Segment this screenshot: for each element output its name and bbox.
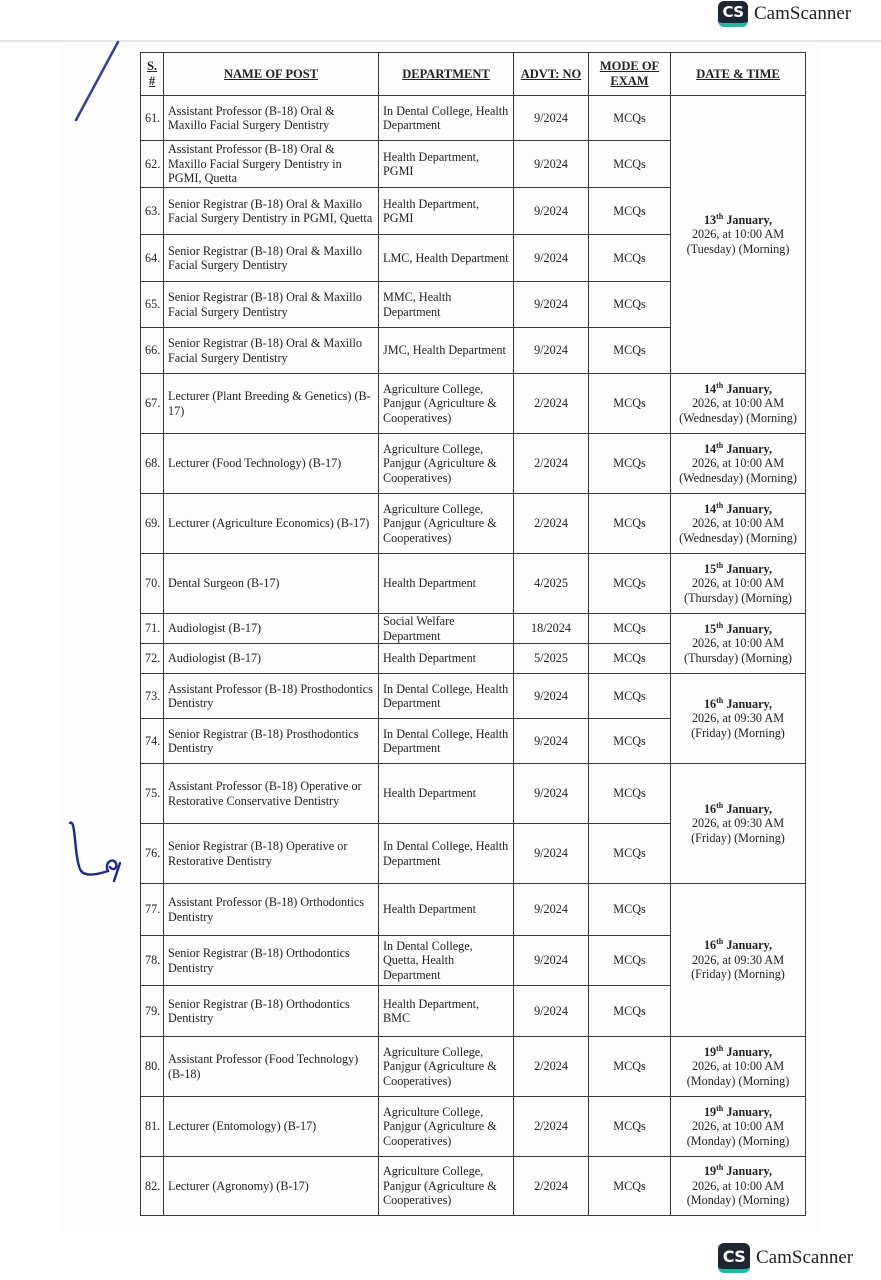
pen-stroke-mark bbox=[70, 40, 130, 130]
post-cell: Senior Registrar (B-18) Orthodontics Dentistry bbox=[164, 936, 379, 986]
mode-cell: MCQs bbox=[589, 1037, 671, 1097]
serial-cell: 61. bbox=[141, 96, 164, 141]
table-row bbox=[141, 96, 806, 141]
advt-cell: 9/2024 bbox=[514, 986, 589, 1037]
advt-cell: 2/2024 bbox=[514, 494, 589, 554]
camscanner-badge-icon: CS bbox=[718, 1, 748, 27]
department-cell: Health Department, PGMI bbox=[379, 141, 514, 188]
date-cell bbox=[671, 1157, 806, 1216]
date-detail: 2026, at 10:00 AM (Monday) (Morning) bbox=[686, 1119, 790, 1148]
date-detail: 2026, at 10:00 AM (Monday) (Morning) bbox=[686, 1059, 790, 1088]
advt-cell: 9/2024 bbox=[514, 884, 589, 936]
date-day: 19th January, bbox=[703, 1043, 773, 1059]
date-cell bbox=[671, 614, 806, 674]
post-cell: Senior Registrar (B-18) Oral & Maxillo Facial Surgery Dentistry bbox=[164, 328, 379, 374]
date-detail: 2026, at 10:00 AM (Wednesday) (Morning) bbox=[679, 456, 797, 485]
department-cell: Health Department bbox=[379, 644, 514, 674]
post-cell: Senior Registrar (B-18) Oral & Maxillo Facial Surgery Dentistry bbox=[164, 235, 379, 282]
post-cell: Assistant Professor (B-18) Oral & Maxillo Facial Surgery Dentistry in PGMI, Quetta bbox=[164, 141, 379, 188]
date-day: 16th January, bbox=[703, 800, 773, 816]
serial-cell: 71. bbox=[141, 614, 164, 644]
header-date-time: DATE & TIME bbox=[671, 53, 806, 96]
date-detail: 2026, at 10:00 AM (Monday) (Morning) bbox=[686, 1178, 790, 1208]
serial-cell: 70. bbox=[141, 554, 164, 614]
department-cell: Agriculture College, Panjgur (Agriculture & Cooperatives) bbox=[379, 434, 514, 494]
signature-initials bbox=[62, 815, 137, 890]
camscanner-logo-bottom bbox=[718, 1243, 853, 1273]
date-detail: 2026, at 10:00 AM (Wednesday) (Morning) bbox=[679, 396, 797, 425]
advt-cell: 5/2025 bbox=[514, 644, 589, 674]
date-day: 19th January, bbox=[703, 1163, 773, 1179]
table-row bbox=[141, 494, 806, 554]
mode-cell: MCQs bbox=[589, 719, 671, 764]
mode-cell: MCQs bbox=[589, 884, 671, 936]
header-exam-mode: MODE OF EXAM bbox=[589, 53, 671, 96]
serial-cell: 77. bbox=[141, 884, 164, 936]
advt-cell: 9/2024 bbox=[514, 719, 589, 764]
serial-cell: 69. bbox=[141, 494, 164, 554]
date-day: 15th January, bbox=[703, 560, 773, 576]
header-serial: S. # bbox=[141, 53, 164, 96]
department-cell: Health Department, PGMI bbox=[379, 188, 514, 235]
date-day: 13th January, bbox=[703, 211, 773, 227]
serial-cell: 68. bbox=[141, 434, 164, 494]
serial-cell: 64. bbox=[141, 235, 164, 282]
mode-cell: MCQs bbox=[589, 494, 671, 554]
advt-cell: 9/2024 bbox=[514, 764, 589, 824]
post-cell: Assistant Professor (B-18) Orthodontics Dentistry bbox=[164, 884, 379, 936]
advt-cell: 9/2024 bbox=[514, 936, 589, 986]
table-header-row bbox=[141, 53, 806, 96]
date-detail: 2026, at 10:00 AM (Thursday) (Morning) bbox=[684, 636, 792, 665]
serial-cell: 73. bbox=[141, 674, 164, 719]
date-detail: 2026, at 09:30 AM (Friday) (Morning) bbox=[691, 816, 785, 845]
date-cell bbox=[671, 434, 806, 494]
advt-cell: 9/2024 bbox=[514, 824, 589, 884]
mode-cell: MCQs bbox=[589, 1157, 671, 1216]
mode-cell: MCQs bbox=[589, 614, 671, 644]
date-detail: 2026, at 10:00 AM (Thursday) (Morning) bbox=[684, 576, 792, 605]
table-row bbox=[141, 1037, 806, 1097]
post-cell: Senior Registrar (B-18) Oral & Maxillo Facial Surgery Dentistry bbox=[164, 282, 379, 328]
serial-cell: 75. bbox=[141, 764, 164, 824]
serial-cell: 66. bbox=[141, 328, 164, 374]
advt-cell: 9/2024 bbox=[514, 328, 589, 374]
post-cell: Assistant Professor (Food Technology) (B-18) bbox=[164, 1037, 379, 1097]
department-cell: In Dental College, Health Department bbox=[379, 674, 514, 719]
post-cell: Lecturer (Agronomy) (B-17) bbox=[164, 1157, 379, 1216]
mode-cell: MCQs bbox=[589, 674, 671, 719]
department-cell: Agriculture College, Panjgur (Agriculture & Cooperatives) bbox=[379, 494, 514, 554]
top-bar bbox=[0, 0, 881, 42]
advt-cell: 9/2024 bbox=[514, 188, 589, 235]
advt-cell: 9/2024 bbox=[514, 674, 589, 719]
department-cell: MMC, Health Department bbox=[379, 282, 514, 328]
post-cell: Senior Registrar (B-18) Operative or Restorative Dentistry bbox=[164, 824, 379, 884]
date-detail: 2026, at 09:30 AM (Friday) (Morning) bbox=[691, 952, 785, 982]
table-row bbox=[141, 884, 806, 936]
header-post-name: NAME OF POST bbox=[164, 53, 379, 96]
post-cell: Senior Registrar (B-18) Oral & Maxillo Facial Surgery Dentistry in PGMI, Quetta bbox=[164, 188, 379, 235]
department-cell: In Dental College, Quetta, Health Department bbox=[379, 936, 514, 986]
post-cell: Audiologist (B-17) bbox=[164, 644, 379, 674]
date-cell bbox=[671, 764, 806, 884]
mode-cell: MCQs bbox=[589, 644, 671, 674]
serial-cell: 62. bbox=[141, 141, 164, 188]
mode-cell: MCQs bbox=[589, 936, 671, 986]
mode-cell: MCQs bbox=[589, 141, 671, 188]
date-detail: 2026, at 10:00 AM (Tuesday) (Morning) bbox=[686, 227, 790, 256]
table-row bbox=[141, 1097, 806, 1157]
serial-cell: 82. bbox=[141, 1157, 164, 1216]
serial-cell: 79. bbox=[141, 986, 164, 1037]
table-row bbox=[141, 554, 806, 614]
camscanner-wordmark: CamScanner bbox=[756, 1247, 854, 1268]
department-cell: JMC, Health Department bbox=[379, 328, 514, 374]
date-cell bbox=[671, 674, 806, 764]
post-cell: Senior Registrar (B-18) Orthodontics Dentistry bbox=[164, 986, 379, 1037]
department-cell: Agriculture College, Panjgur (Agriculture & Cooperatives) bbox=[379, 1157, 514, 1216]
department-cell: Social Welfare Department bbox=[379, 614, 514, 644]
serial-cell: 78. bbox=[141, 936, 164, 986]
date-day: 16th January, bbox=[703, 937, 773, 953]
post-cell: Senior Registrar (B-18) Prosthodontics Dentistry bbox=[164, 719, 379, 764]
mode-cell: MCQs bbox=[589, 96, 671, 141]
date-cell bbox=[671, 96, 806, 374]
advt-cell: 2/2024 bbox=[514, 1157, 589, 1216]
table-row bbox=[141, 674, 806, 719]
header-advt-no: ADVT: NO bbox=[514, 53, 589, 96]
serial-cell: 76. bbox=[141, 824, 164, 884]
mode-cell: MCQs bbox=[589, 235, 671, 282]
mode-cell: MCQs bbox=[589, 188, 671, 235]
post-cell: Lecturer (Entomology) (B-17) bbox=[164, 1097, 379, 1157]
mode-cell: MCQs bbox=[589, 764, 671, 824]
post-cell: Assistant Professor (B-18) Oral & Maxillo Facial Surgery Dentistry bbox=[164, 96, 379, 141]
advt-cell: 4/2025 bbox=[514, 554, 589, 614]
date-day: 14th January, bbox=[703, 380, 773, 396]
mode-cell: MCQs bbox=[589, 282, 671, 328]
advt-cell: 18/2024 bbox=[514, 614, 589, 644]
advt-cell: 2/2024 bbox=[514, 434, 589, 494]
post-cell: Lecturer (Food Technology) (B-17) bbox=[164, 434, 379, 494]
advt-cell: 9/2024 bbox=[514, 235, 589, 282]
advt-cell: 9/2024 bbox=[514, 96, 589, 141]
department-cell: LMC, Health Department bbox=[379, 235, 514, 282]
post-cell: Lecturer (Agriculture Economics) (B-17) bbox=[164, 494, 379, 554]
post-cell: Dental Surgeon (B-17) bbox=[164, 554, 379, 614]
serial-cell: 74. bbox=[141, 719, 164, 764]
header-department: DEPARTMENT bbox=[379, 53, 514, 96]
serial-cell: 63. bbox=[141, 188, 164, 235]
mode-cell: MCQs bbox=[589, 824, 671, 884]
advt-cell: 2/2024 bbox=[514, 1037, 589, 1097]
camscanner-wordmark: CamScanner bbox=[754, 3, 852, 24]
table-row bbox=[141, 614, 806, 644]
department-cell: Health Department, BMC bbox=[379, 986, 514, 1037]
serial-cell: 65. bbox=[141, 282, 164, 328]
advt-cell: 2/2024 bbox=[514, 374, 589, 434]
date-day: 16th January, bbox=[703, 695, 773, 711]
department-cell: In Dental College, Health Department bbox=[379, 824, 514, 884]
post-cell: Assistant Professor (B-18) Prosthodontics Dentistry bbox=[164, 674, 379, 719]
serial-cell: 67. bbox=[141, 374, 164, 434]
date-detail: 2026, at 10:00 AM (Wednesday) (Morning) bbox=[679, 516, 797, 545]
camscanner-badge-icon: CS bbox=[718, 1243, 750, 1273]
post-cell: Audiologist (B-17) bbox=[164, 614, 379, 644]
serial-cell: 80. bbox=[141, 1037, 164, 1097]
exam-schedule-table bbox=[140, 52, 806, 1216]
advt-cell: 9/2024 bbox=[514, 282, 589, 328]
advt-cell: 9/2024 bbox=[514, 141, 589, 188]
date-cell bbox=[671, 374, 806, 434]
date-cell bbox=[671, 494, 806, 554]
serial-cell: 72. bbox=[141, 644, 164, 674]
date-day: 14th January, bbox=[703, 440, 773, 456]
serial-cell: 81. bbox=[141, 1097, 164, 1157]
advt-cell: 2/2024 bbox=[514, 1097, 589, 1157]
department-cell: Agriculture College, Panjgur (Agriculture & Cooperatives) bbox=[379, 1097, 514, 1157]
mode-cell: MCQs bbox=[589, 986, 671, 1037]
mode-cell: MCQs bbox=[589, 1097, 671, 1157]
date-cell bbox=[671, 884, 806, 1037]
mode-cell: MCQs bbox=[589, 328, 671, 374]
mode-cell: MCQs bbox=[589, 554, 671, 614]
department-cell: In Dental College, Health Department bbox=[379, 96, 514, 141]
date-cell bbox=[671, 1097, 806, 1157]
department-cell: Health Department bbox=[379, 554, 514, 614]
department-cell: Health Department bbox=[379, 884, 514, 936]
post-cell: Lecturer (Plant Breeding & Genetics) (B-17) bbox=[164, 374, 379, 434]
date-day: 19th January, bbox=[703, 1103, 773, 1119]
mode-cell: MCQs bbox=[589, 434, 671, 494]
date-day: 14th January, bbox=[703, 500, 773, 516]
date-detail: 2026, at 09:30 AM (Friday) (Morning) bbox=[691, 711, 785, 740]
mode-cell: MCQs bbox=[589, 374, 671, 434]
camscanner-logo-top bbox=[718, 1, 851, 27]
date-cell bbox=[671, 554, 806, 614]
table-row bbox=[141, 374, 806, 434]
department-cell: Health Department bbox=[379, 764, 514, 824]
department-cell: Agriculture College, Panjgur (Agriculture & Cooperatives) bbox=[379, 374, 514, 434]
post-cell: Assistant Professor (B-18) Operative or Restorative Conservative Dentistry bbox=[164, 764, 379, 824]
table-row bbox=[141, 1157, 806, 1216]
date-cell bbox=[671, 1037, 806, 1097]
date-day: 15th January, bbox=[703, 620, 773, 636]
table-row bbox=[141, 434, 806, 494]
department-cell: In Dental College, Health Department bbox=[379, 719, 514, 764]
department-cell: Agriculture College, Panjgur (Agriculture & Cooperatives) bbox=[379, 1037, 514, 1097]
table-row bbox=[141, 764, 806, 824]
